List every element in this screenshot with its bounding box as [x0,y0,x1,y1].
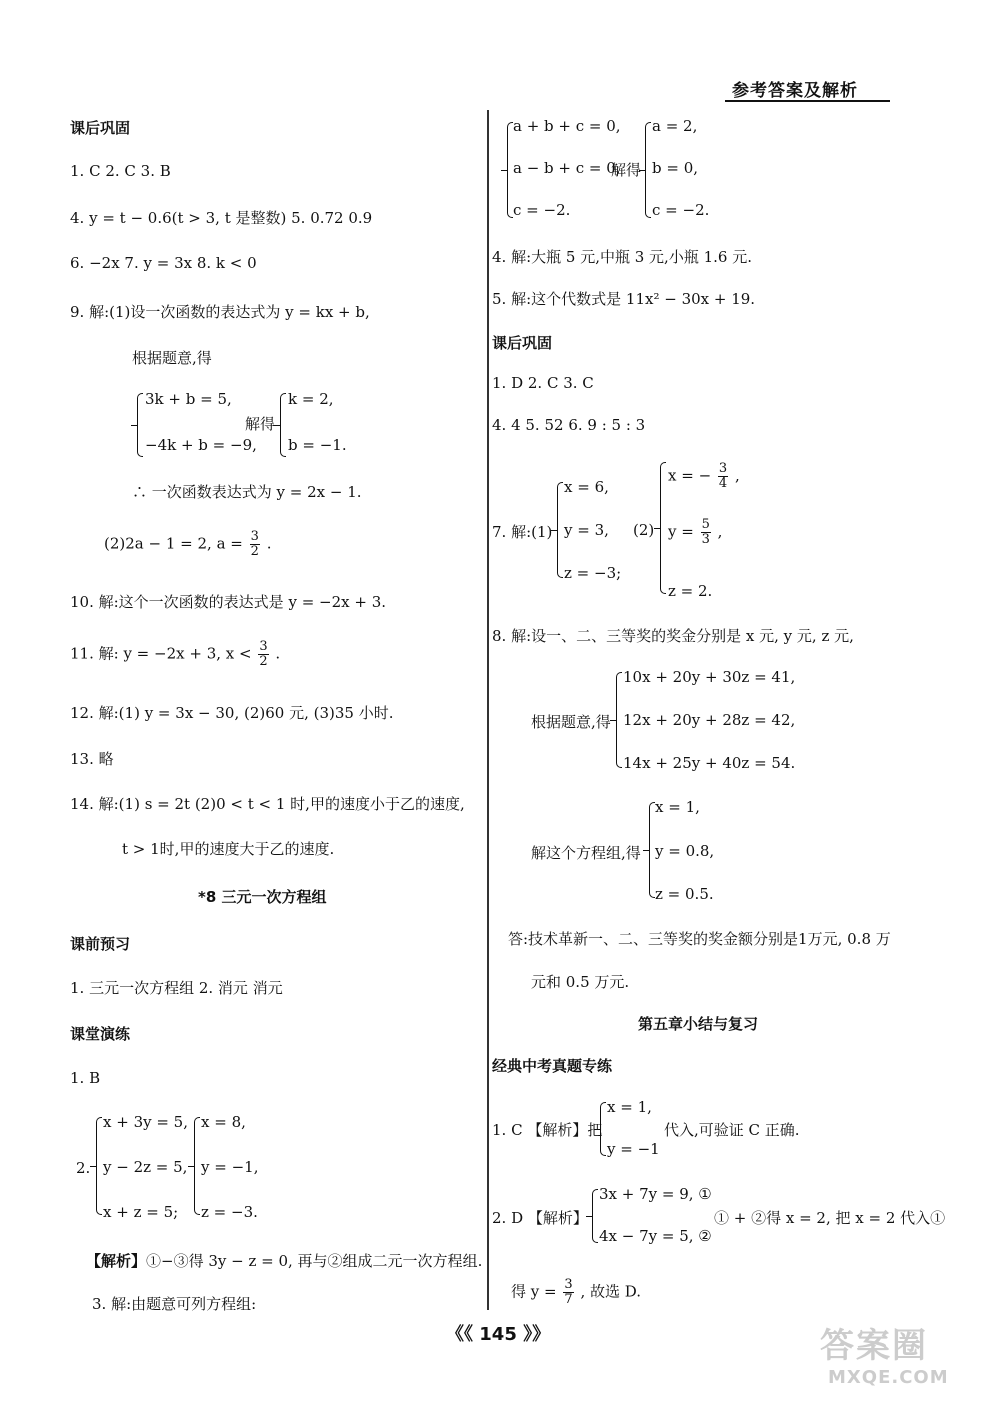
page-header-title: 参考答案及解析 [732,81,858,101]
answer-line-1-3: 1. C 2. C 3. B [70,162,171,180]
equation: 3x + 7y = 9, ① [599,1185,712,1203]
section-zhongkao: 经典中考真题专练 [492,1057,613,1075]
practice-2-label: 2. [76,1159,91,1177]
solution: k = 2, [288,390,334,408]
answer-12: 12. 解:(1) y = 3x − 30, (2)60 元, (3)35 小时. [70,704,394,722]
answer-11: 11. 解: y = −2x + 3, x < $\frac{3}{2}$ . [70,639,281,669]
equation: z = 2. [668,582,713,600]
solution: x = 1, [655,798,700,816]
equation: y = 3, [564,521,609,539]
fraction-numerator: 3 [259,639,268,654]
fraction-numerator: 3 [564,1277,573,1292]
solution: b = −1. [288,436,347,454]
fraction-denominator: 7 [564,1292,573,1307]
equation: c = −2. [513,201,571,219]
practice-3: 3. 解:由题意可列方程组: [92,1295,257,1313]
equation: 14x + 25y + 40z = 54. [623,754,796,772]
answer-9-according: 根据题意,得 [132,349,212,367]
fraction-denominator: 2 [259,654,268,669]
section-kehou-right: 课后巩固 [492,334,553,352]
equation: x = 6, [564,478,609,496]
answer-r4: 4. 解:大瓶 5 元,中瓶 3 元,小瓶 1.6 元. [492,248,752,266]
brace [645,122,651,218]
watermark-logo: 答案圈 [820,1326,928,1366]
answer-line-6-8: 6. −2x 7. y = 3x 8. k < 0 [70,254,257,272]
equation: z = −3; [564,564,622,582]
answer-10: 10. 解:这个一次函数的表达式是 y = −2x + 3. [70,593,387,611]
fraction-denominator: 4 [718,476,728,491]
equation: −4k + b = −9, [145,436,257,454]
equation: x + 3y = 5, [103,1113,188,1131]
answer-r7-part2-label: (2) [633,521,655,539]
equation: 4x − 7y = 5, ② [599,1227,712,1245]
fraction-numerator: 3 [718,461,728,476]
solution: y = −1, [201,1158,259,1176]
brace [592,1189,598,1243]
answer-14-cont: t > 1时,甲的速度大于乙的速度. [122,840,335,858]
zk-2-pre: 2. D 【解析】 [492,1209,588,1227]
answer-9-conclusion: ∴ 一次函数表达式为 y = 2x − 1. [132,483,362,501]
answer-r4-6: 4. 4 5. 52 6. 9 : 5 : 3 [492,416,646,434]
jiede-label: 解得 [245,415,276,433]
solution: c = −2. [652,201,710,219]
equation: 10x + 20y + 30z = 41, [623,668,796,686]
jiede-label: 解得 [611,161,642,179]
answer-line-4-5: 4. y = t − 0.6(t > 3, t 是整数) 5. 0.72 0.9 [70,209,373,227]
preview-answers: 1. 三元一次方程组 2. 消元 消元 [70,979,283,997]
section-kqyx: 课前预习 [70,935,131,953]
brace [137,393,143,457]
page-number: 《《 145 》》 [446,1324,551,1345]
answer-14: 14. 解:(1) s = 2t (2)0 < t < 1 时,甲的速度小于乙的速度, [70,795,465,813]
analysis-tag: 【解析】 [86,1252,147,1270]
equation: 12x + 20y + 28z = 42, [623,711,796,729]
equation: a + b + c = 0, [513,117,621,135]
zk-1-post: 代入,可验证 C 正确. [664,1121,800,1139]
brace [616,672,622,768]
equation: 3k + b = 5, [145,390,232,408]
answer-r1-3: 1. D 2. C 3. C [492,374,594,392]
brace [660,462,666,594]
fraction-denominator: 3 [701,532,710,547]
answer-r7-label: 7. 解:(1) [492,523,553,541]
column-divider [487,110,489,1310]
section-title-8: *8 三元一次方程组 [198,888,327,906]
brace [96,1117,102,1215]
section-kehou-left: 课后巩固 [70,119,131,137]
solution: y = 0.8, [655,842,715,860]
equation: x = 1, [607,1098,652,1116]
watermark-url: MXQE.COM [828,1367,949,1388]
equation: y = $\frac{5}{3}$ , [668,517,723,547]
equation: x + z = 5; [103,1203,179,1221]
answer-9: 9. 解:(1)设一次函数的表达式为 y = kx + b, [70,303,370,321]
brace [600,1102,606,1156]
fraction-numerator: 5 [701,517,710,532]
section-chapter5-summary: 第五章小结与复习 [638,1015,759,1033]
section-ktyl: 课堂演练 [70,1025,131,1043]
brace [280,393,286,457]
equation: y − 2z = 5, [103,1158,188,1176]
solution: x = 8, [201,1113,246,1131]
fraction-denominator: 2 [250,544,259,559]
fraction-numerator: 3 [250,529,259,544]
answer-r8-conclusion: 答:技术革新一、二、三等奖的奖金额分别是1万元, 0.8 万 [508,930,891,948]
solution: z = −3. [201,1203,258,1221]
zk-2-post: ① + ②得 x = 2, 把 x = 2 代入① [714,1209,946,1227]
equation: x = − $\frac{3}{4}$ , [668,461,740,491]
equation: y = −1 [607,1140,660,1158]
solution: b = 0, [652,159,699,177]
answer-13: 13. 略 [70,750,114,768]
answer-r8-according: 根据题意,得 [531,713,611,731]
answer-r8-solve: 解这个方程组,得 [531,844,641,862]
answer-9-part2: (2)2a − 1 = 2, a = $\frac{3}{2}$ . [104,529,272,559]
practice-1: 1. B [70,1069,101,1087]
answer-r8-conclusion-cont: 元和 0.5 万元. [531,973,630,991]
solution: z = 0.5. [655,885,714,903]
header-rule [725,100,890,102]
zk-2-result: 得 y = $\frac{3}{7}$ , 故选 D. [511,1277,642,1307]
brace [557,482,563,578]
watermark [820,1318,949,1388]
zk-1-pre: 1. C 【解析】把 [492,1121,603,1139]
answer-r8: 8. 解:设一、二、三等奖的奖金分别是 x 元, y 元, z 元, [492,627,854,645]
answer-r5: 5. 解:这个代数式是 11x² − 30x + 19. [492,290,756,308]
practice-2-analysis: 【解析】①−③得 3y − z = 0, 再与②组成二元一次方程组. [86,1252,483,1270]
brace [194,1117,200,1215]
solution: a = 2, [652,117,698,135]
equation: a − b + c = 0, [513,159,621,177]
